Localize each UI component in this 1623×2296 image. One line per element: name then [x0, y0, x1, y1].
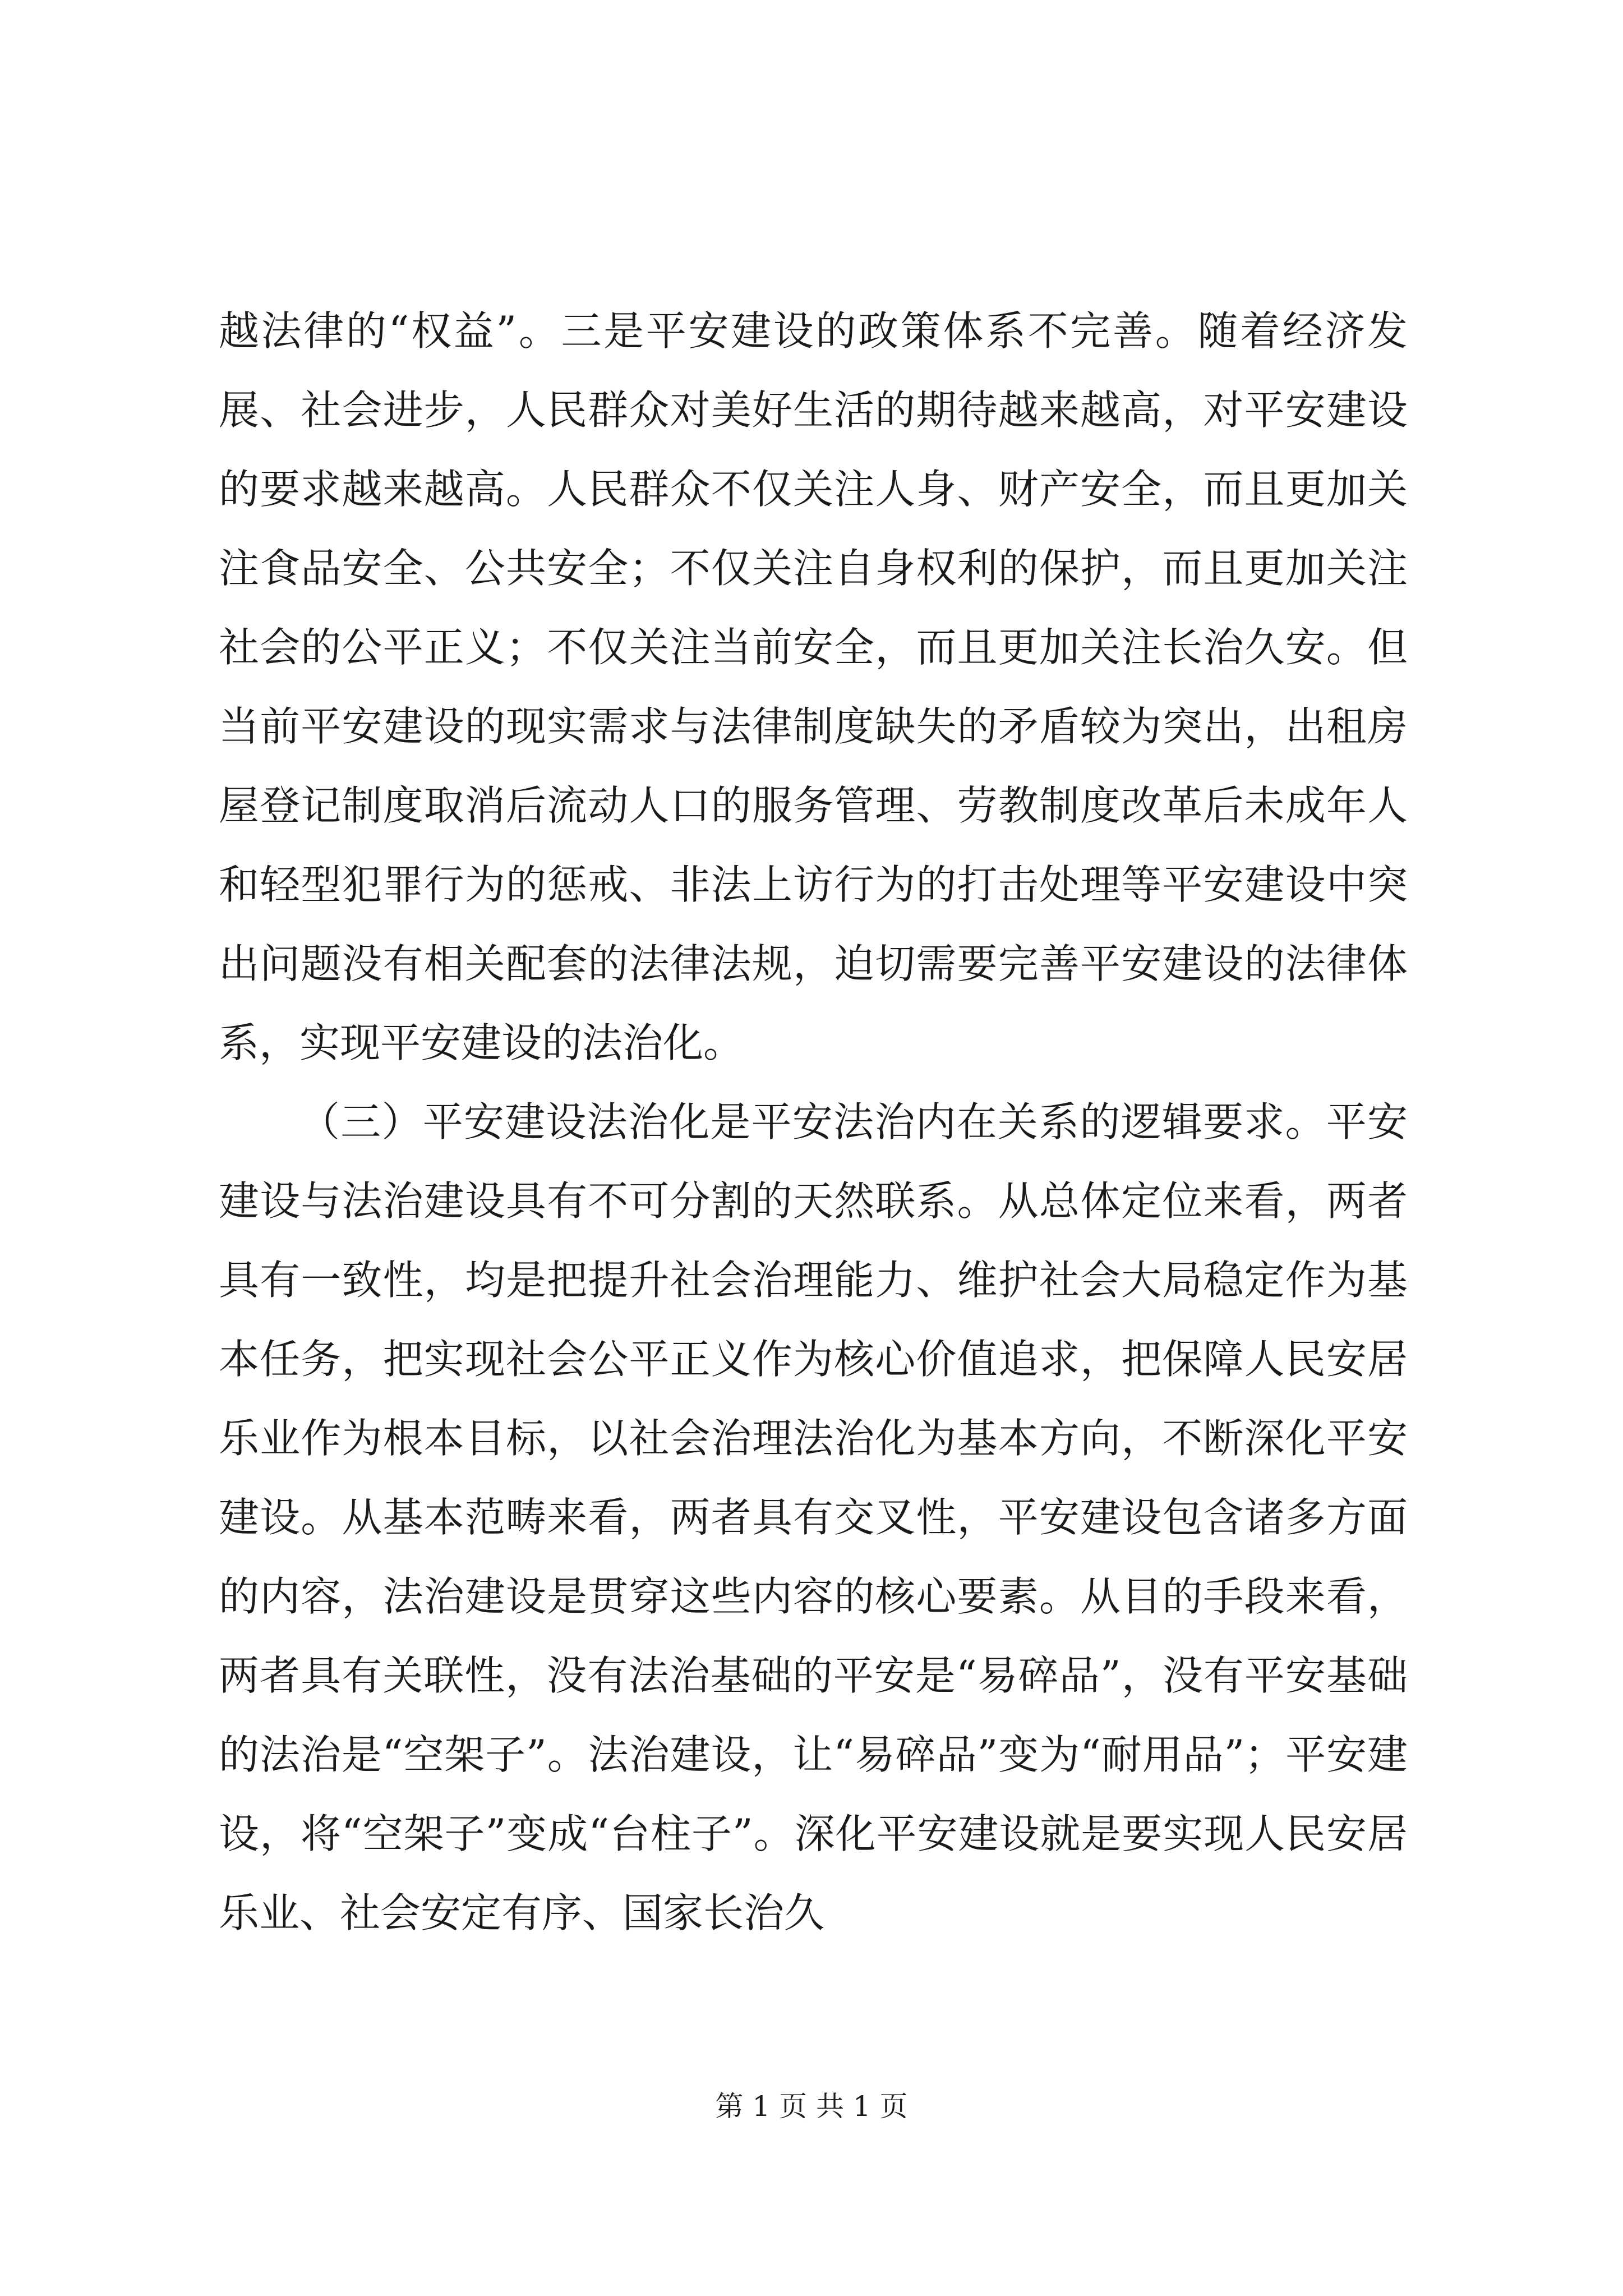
paragraph-continuation: 越法律的“权益”。三是平安建设的政策体系不完善。随着经济发展、社会进步，人民群众对美好生活的期待越来越高，对平安建设的要求越来越高。人民群众不仅关注人身、财产安全，而且更加关注食品安全、公共安全；不仅关注自身权利的保护，而且更加关注社会的公平正义；不仅关注当前安全，而且更加关注长治久安。但当前平安建设的现实需求与法律制度缺失的矛盾较为突出，出租房屋登记制度取消后流动人口的服务管理、劳教制度改革后未成年人和轻型犯罪行为的惩戒、非法上访行为的打击处理等平安建设中突出问题没有相关配套的法律法规，迫切需要完善平安建设的法律体系，实现平安建设的法治化。 — [219, 307, 1408, 1066]
document-body — [219, 292, 1408, 1953]
page-footer: 第 1 页 共 1 页 — [715, 2090, 908, 2123]
paragraph-section-three: （三）平安建设法治化是平安法治内在关系的逻辑要求。平安建设与法治建设具有不可分割的天然联系。从总体定位来看，两者具有一致性，均是把提升社会治理能力、维护社会大局稳定作为基本任务，把实现社会公平正义作为核心价值追求，把保障人民安居乐业作为根本目标，以社会治理法治化为基本方向，不断深化平安建设。从基本范畴来看，两者具有交叉性，平安建设包含诸多方面的内容，法治建设是贯穿这些内容的核心要素。从目的手段来看，两者具有关联性，没有法治基础的平安是“易碎品”，没有平安基础的法治是“空架子”。法治建设，让“易碎品”变为“耐用品”；平安建设，将“空架子”变成“台柱子”。深化平安建设就是要实现人民安居乐业、社会安定有序、国家长治久 — [219, 1098, 1408, 1936]
